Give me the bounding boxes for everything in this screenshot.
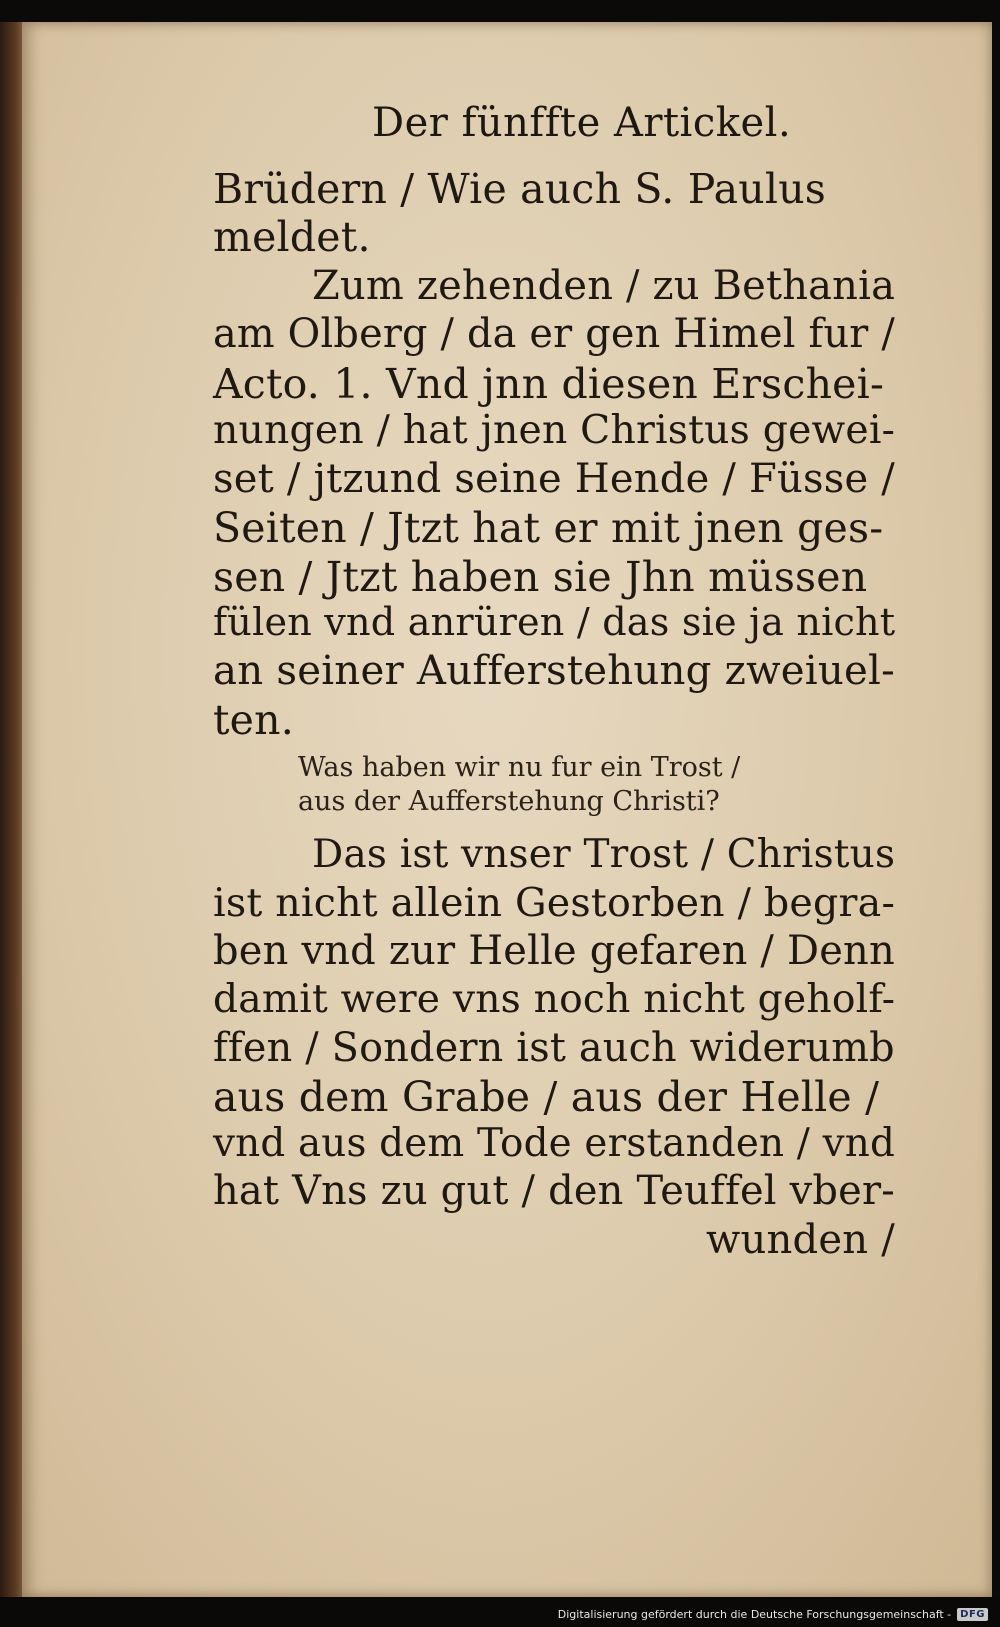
text-line: ffen / Sondern ist auch widerumb bbox=[213, 1025, 895, 1071]
text-line: damit were vns noch nicht geholf- bbox=[213, 977, 896, 1022]
text-line: ist nicht allein Gestorben / begra- bbox=[213, 880, 896, 926]
text-line: vnd aus dem Tode erstanden / vnd bbox=[213, 1121, 896, 1166]
text-line: Das ist vnser Trost / Christus bbox=[312, 832, 896, 877]
text-line: ten. bbox=[213, 696, 294, 744]
text-line: Brüdern / Wie auch S. Paulus bbox=[213, 165, 827, 213]
digitization-credit bbox=[558, 1608, 988, 1621]
text-line: Seiten / Jtzt hat er mit jnen ges- bbox=[213, 504, 884, 552]
text-line: Zum zehenden / zu Bethania bbox=[312, 263, 896, 309]
text-line: wunden / bbox=[706, 1217, 895, 1263]
text-line: hat Vns zu gut / den Teuffel vber- bbox=[213, 1168, 895, 1214]
text-line: am Olberg / da er gen Himel fur / bbox=[213, 311, 895, 357]
text-line: ben vnd zur Helle gefaren / Denn bbox=[213, 928, 895, 974]
page-heading: Der fünffte Artickel. bbox=[372, 100, 792, 146]
dfg-logo: DFG bbox=[957, 1608, 988, 1621]
question-line: aus der Aufferstehung Christi? bbox=[298, 786, 720, 817]
text-line: aus dem Grabe / aus der Helle / bbox=[213, 1073, 880, 1121]
text-line: meldet. bbox=[213, 213, 371, 261]
text-line: an seiner Aufferstehung zweiuel- bbox=[213, 648, 895, 694]
question-line: Was haben wir nu fur ein Trost / bbox=[298, 752, 741, 783]
text-line: Acto. 1. Vnd jnn diesen Erschei- bbox=[213, 360, 885, 408]
text-line: set / jtzund seine Hende / Füsse / bbox=[213, 456, 895, 502]
text-line: sen / Jtzt haben sie Jhn müssen bbox=[213, 553, 868, 601]
text-line: fülen vnd anrüren / das sie ja nicht bbox=[213, 600, 896, 644]
text-line: nungen / hat jnen Christus gewei- bbox=[213, 408, 896, 453]
credit-text: Digitalisierung gefördert durch die Deutsche Forschungsgemeinschaft - bbox=[557, 1608, 952, 1621]
